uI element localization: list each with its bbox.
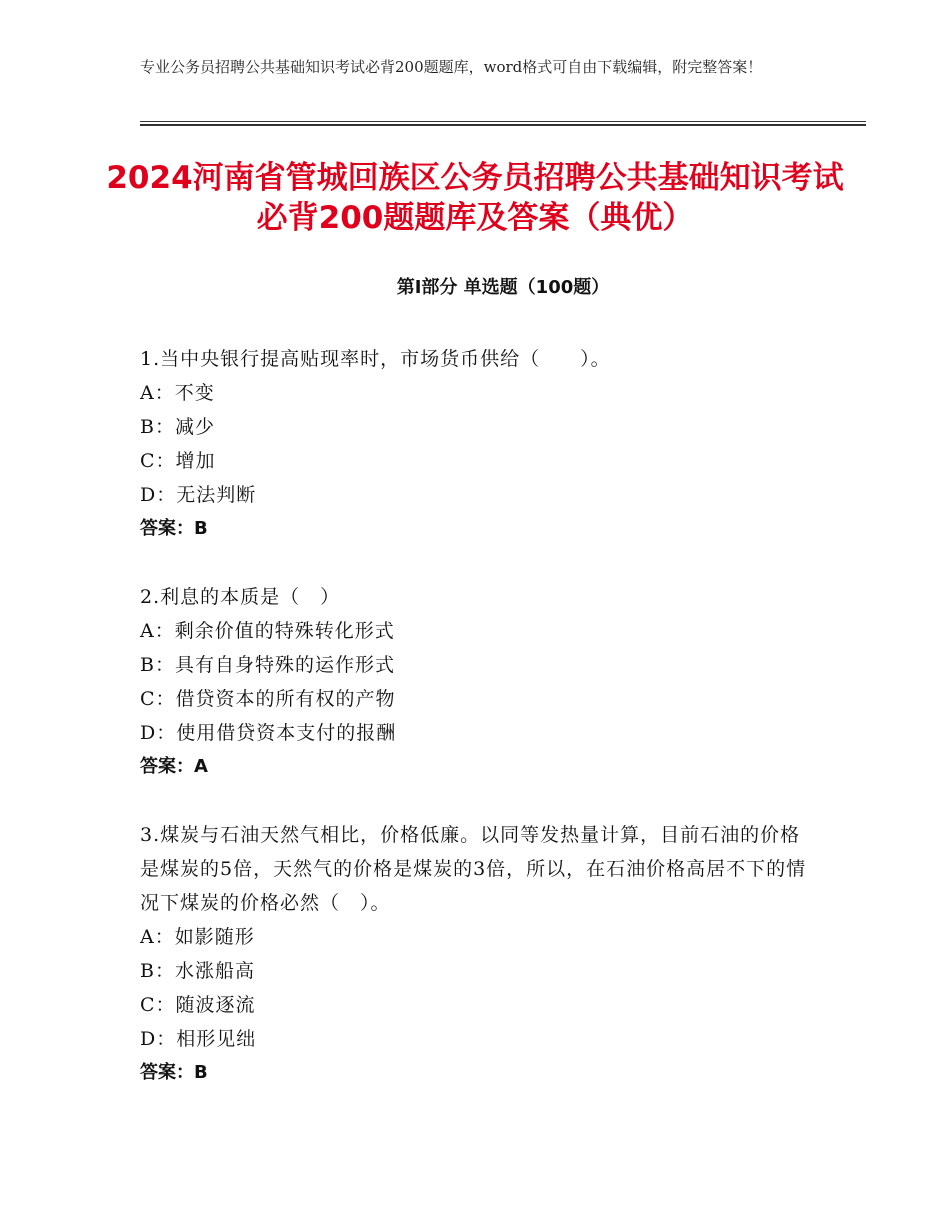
question-text: 2.利息的本质是（ ）	[140, 586, 341, 608]
answer: 答案：A	[140, 756, 208, 777]
header-divider-bottom	[140, 124, 866, 126]
question-2	[140, 580, 820, 784]
option-d: D：使用借贷资本支付的报酬	[140, 722, 397, 744]
option-a: A：不变	[140, 382, 215, 404]
option-a: A：剩余价值的特殊转化形式	[140, 620, 395, 642]
option-c: C：随波逐流	[140, 994, 256, 1016]
document-title: 2024河南省管城回族区公务员招聘公共基础知识考试必背200题题库及答案（典优）	[106, 160, 844, 236]
section-heading: 第Ⅰ部分 单选题（100题）	[396, 277, 610, 298]
question-3	[140, 818, 820, 1090]
option-b: B：减少	[140, 416, 215, 438]
option-b: B：水涨船高	[140, 960, 255, 982]
question-text: 1.当中央银行提高贴现率时，市场货币供给（ ）。	[140, 348, 611, 370]
option-c: C：增加	[140, 450, 216, 472]
question-text: 3.煤炭与石油天然气相比，价格低廉。以同等发热量计算，目前石油的价格是煤炭的5倍，天然气的价格是煤炭的3倍，所以，在石油价格高居不下的情况下煤炭的价格必然（ ）。	[140, 824, 807, 914]
option-a: A：如影随形	[140, 926, 255, 948]
question-1	[140, 342, 820, 546]
option-d: D：相形见绌	[140, 1028, 257, 1050]
answer: 答案：B	[140, 1062, 208, 1083]
option-d: D：无法判断	[140, 484, 257, 506]
option-b: B：具有自身特殊的运作形式	[140, 654, 395, 676]
header-divider-top	[140, 121, 866, 122]
answer: 答案：B	[140, 518, 208, 539]
question-list	[140, 342, 820, 1124]
option-c: C：借贷资本的所有权的产物	[140, 688, 396, 710]
header-note: 专业公务员招聘公共基础知识考试必背200题题库，word格式可自由下载编辑，附完整答案！	[140, 58, 763, 76]
